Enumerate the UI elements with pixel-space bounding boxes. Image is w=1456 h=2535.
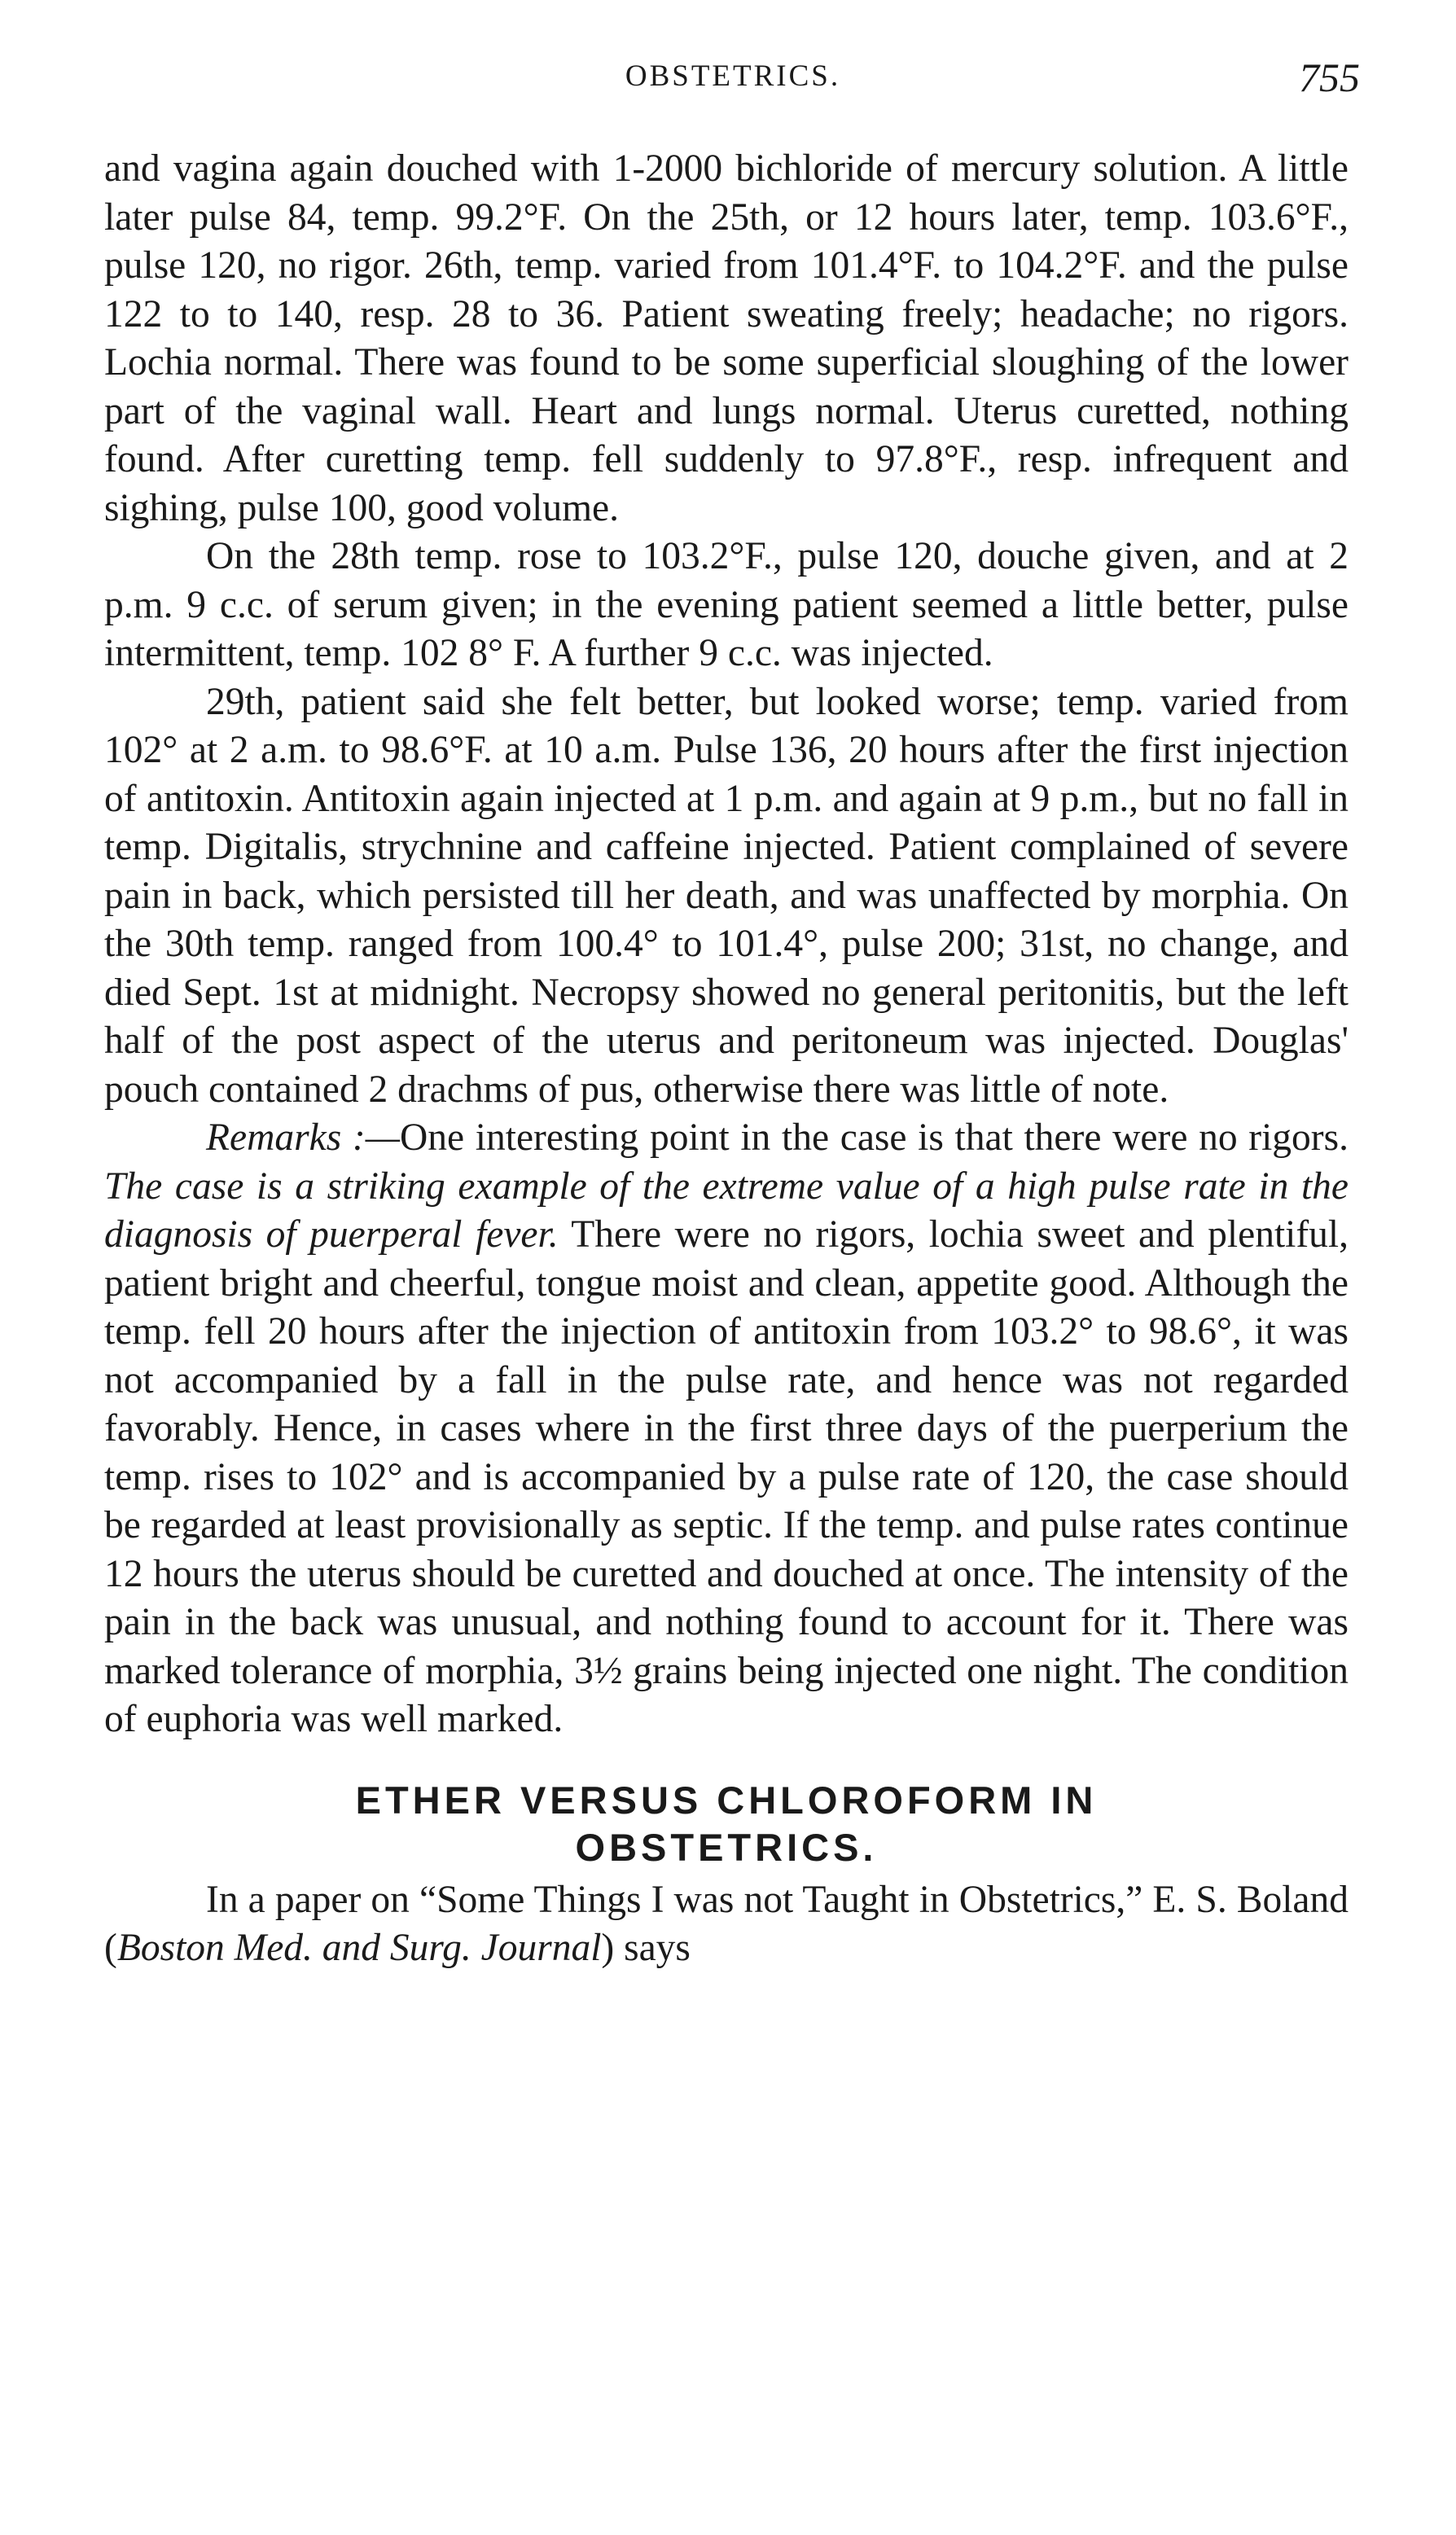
paragraph-section-intro (104, 1876, 1349, 1973)
body-text (104, 145, 1349, 1973)
section-text-2: ) says (601, 1927, 691, 1969)
running-title: OBSTETRICS. (625, 59, 841, 93)
section-text-1: In a paper on “Some Things I was not Taught in Obstetrics,” E. S. Boland ( (104, 1878, 1349, 1969)
paragraph-remarks (104, 1114, 1349, 1744)
paragraph-28th: On the 28th temp. rose to 103.2°F., pulse 120, douche given, and at 2 p.m. 9 c.c. of serum given; in the evening patient seemed a little better, pulse intermittent, temp. 102 8° F. A further 9 c.c. was injected. (104, 535, 1349, 674)
paragraph-29th: 29th, patient said she felt better, but looked worse; temp. varied from 102° at 2 a.m. to 98.6°F. at 10 a.m. Pulse 136, 20 hours after the first injection of antitoxin. Antitoxin again injected at 1 p.m. and again at 9 p.m., but no fall in temp. Digitalis, strychnine and caffeine injected. Patient complained of severe pain in back, which persisted till her death, and was unaffected by morphia. On the 30th temp. ranged from 100.4° to 101.4°, pulse 200; 31st, no change, and died Sept. 1st at midnight. Necropsy showed no general peritonitis, but the left half of the post aspect of the uterus and peritoneum was injected. Douglas' pouch contained 2 drachms of pus, otherwise there was little of note. (104, 680, 1349, 1111)
section-heading-line-2: OBSTETRICS. (575, 1825, 878, 1869)
journal-name: Boston Med. and Surg. Journal (116, 1927, 602, 1969)
paragraph-continuation: and vagina again douched with 1-2000 bichloride of mercury solution. A little later pulse 84, temp. 99.2°F. On the 25th, or 12 hours later, temp. 103.6°F., pulse 120, no rigor. 26th, temp. varied from 101.4°F. to 104.2°F. and the pulse 122 to to 140, resp. 28 to 36. Patient sweating freely; headache; no rigors. Lochia normal. There was found to be some superficial sloughing of the lower part of the vaginal wall. Heart and lungs normal. Uterus curetted, nothing found. After curetting temp. fell suddenly to 97.8°F., resp. infrequent and sighing, pulse 100, good volume. (104, 147, 1349, 529)
running-head (106, 55, 1360, 116)
section-heading-line-1: ETHER VERSUS CHLOROFORM IN (355, 1778, 1098, 1822)
section-heading (104, 1777, 1349, 1871)
remarks-label: Remarks :— (206, 1116, 400, 1159)
remarks-text-1: One interesting point in the case is that there were no rigors. (399, 1116, 1349, 1159)
page-number: 755 (1299, 55, 1360, 100)
remarks-italic-sentence: The case is a striking example of the extreme value of a high pulse rate in the diagnosis of puerperal fever. (104, 1164, 1349, 1256)
remarks-text-2: There were no rigors, lochia sweet and plentiful, patient bright and cheerful, tongue moist and clean, appetite good. Although the temp. fell 20 hours after the injection of antitoxin from 103.2° to 98.6°, it was not accompanied by a fall in the pulse rate, and hence was not regarded favorably. Hence, in cases where in the first three days of the puerperium the temp. rises to 102° and is accompanied by a pulse rate of 120, the case should be regarded at least provisionally as septic. If the temp. and pulse rates continue 12 hours the uterus should be curetted and douched at once. The intensity of the pain in the back was unusual, and nothing found to account for it. There was marked tolerance of morphia, 3½ grains being injected one night. The condition of euphoria was well marked. (104, 1213, 1349, 1740)
